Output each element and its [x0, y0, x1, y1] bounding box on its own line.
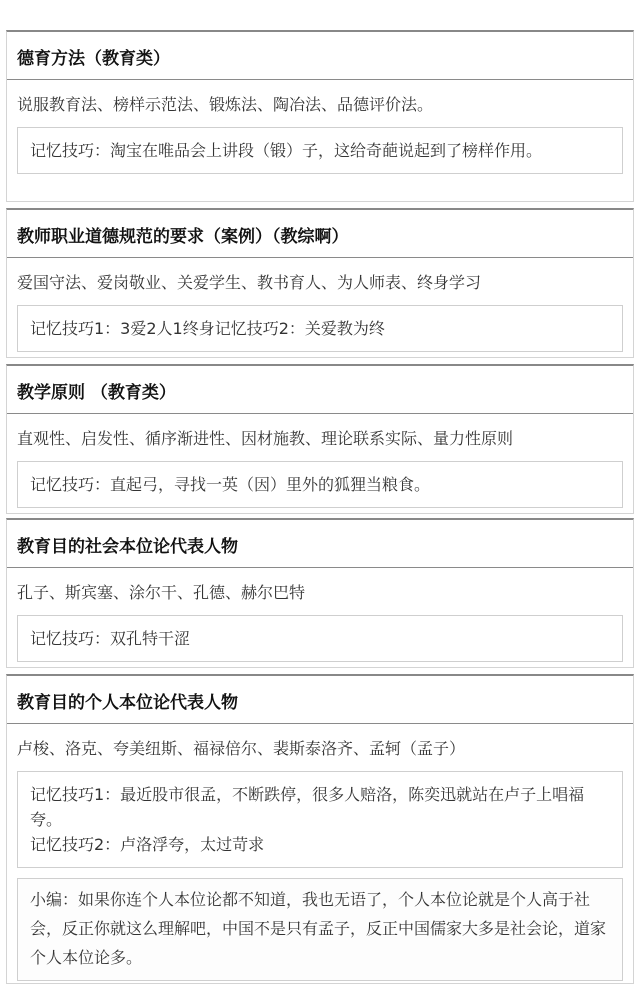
- memory-tip-text: 记忆技巧：直起弓，寻找一英（因）里外的狐狸当粮食。: [30, 475, 431, 494]
- section-card: [6, 364, 634, 514]
- section-title: 教育目的个人本位论代表人物: [7, 676, 633, 724]
- section-card: [6, 674, 634, 984]
- section-title: 德育方法（教育类）: [7, 32, 633, 80]
- section-content: 说服教育法、榜样示范法、锻炼法、陶冶法、品德评价法。: [17, 95, 434, 114]
- section-title: 教师职业道德规范的要求（案例）（教综啊）: [7, 210, 633, 258]
- editor-note-text: 小编：如果你连个人本位论都不知道，我也无语了，个人本位论就是个人高于社会，反正你就这么理解吧，中国不是只有孟子，反正中国儒家大多是社会论，道家个人本位论多。: [30, 890, 607, 967]
- section-card: [6, 30, 634, 202]
- section-title: 教学原则 （教育类）: [7, 366, 633, 414]
- memory-tip-box: [17, 771, 623, 868]
- editor-note-box: [17, 878, 623, 981]
- memory-tip-text: 记忆技巧1：最近股市很孟，不断跌停，很多人赔洛，陈奕迅就站在卢子上唱福夸。: [30, 785, 585, 829]
- memory-tip-text: 记忆技巧2：卢洛浮夸，太过苛求: [30, 835, 265, 854]
- memory-tip-box: [17, 127, 623, 174]
- section-content: 直观性、启发性、循序渐进性、因材施教、理论联系实际、量力性原则: [17, 429, 514, 448]
- memory-tip-box: [17, 615, 623, 662]
- section-card: [6, 518, 634, 668]
- section-title: 教育目的社会本位论代表人物: [7, 520, 633, 568]
- memory-tip-box: [17, 305, 623, 352]
- section-card: [6, 208, 634, 358]
- memory-tip-text: 记忆技巧1：3爱2人1终身记忆技巧2：关爱教为终: [30, 319, 385, 338]
- section-content: 爱国守法、爱岗敬业、关爱学生、教书育人、为人师表、终身学习: [17, 273, 482, 292]
- memory-tip-box: [17, 461, 623, 508]
- memory-tip-text: 记忆技巧：双孔特干涩: [30, 629, 191, 648]
- section-content: 卢梭、洛克、夸美纽斯、福禄倍尔、裴斯泰洛齐、孟轲（孟子）: [17, 739, 466, 758]
- memory-tip-text: 记忆技巧：淘宝在唯品会上讲段（锻）子，这给奇葩说起到了榜样作用。: [30, 141, 543, 160]
- section-content: 孔子、斯宾塞、涂尔干、孔德、赫尔巴特: [17, 583, 306, 602]
